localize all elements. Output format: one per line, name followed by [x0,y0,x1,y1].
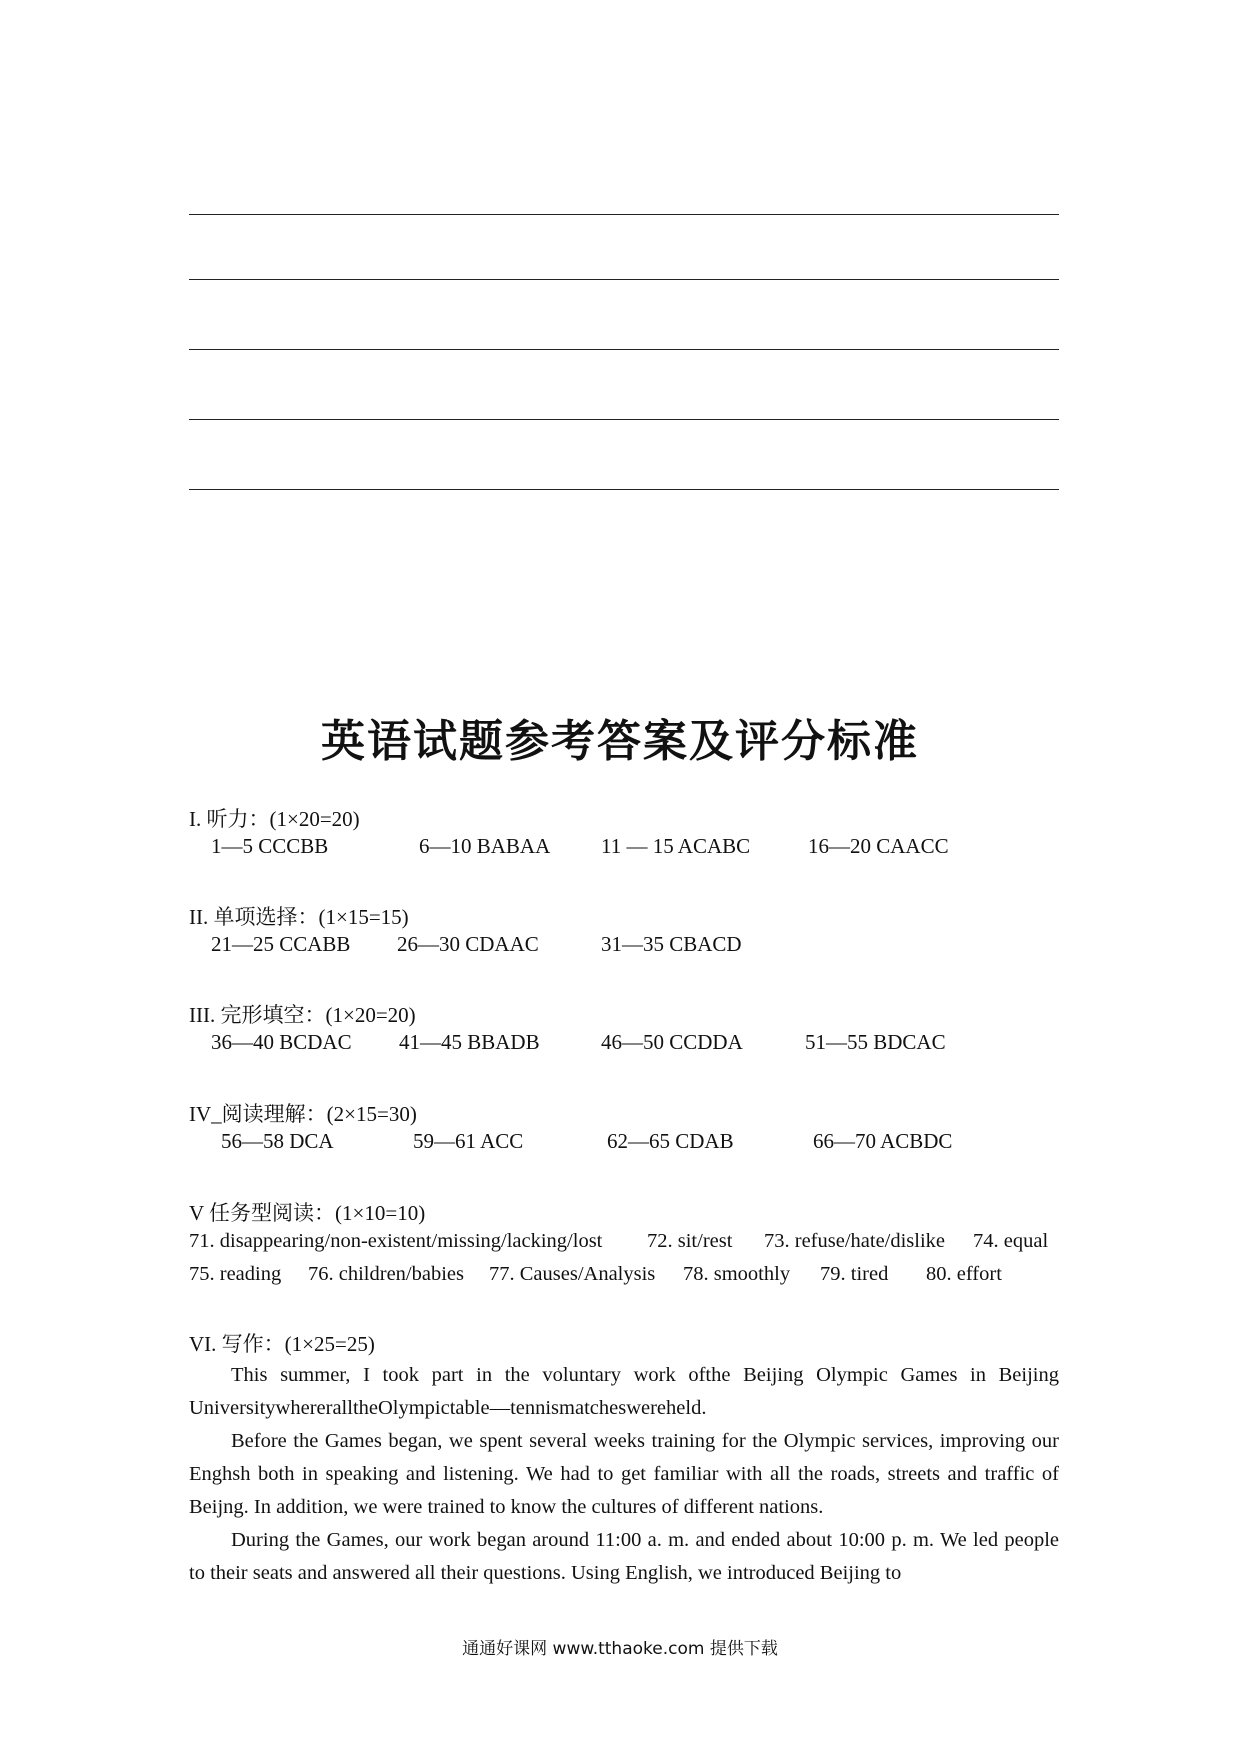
essay-paragraph: During the Games, our work began around 11:00 a. m. and ended about 10:00 p. m. We led people to their seats and answered all their questions. Using English, we introduced Beijing to [189,1529,1059,1584]
essay-paragraph: Before the Games began, we spent several weeks training for the Olympic services, improving our Enghsh both in speaking and listening. We had to get familiar with all the roads, streets and traffic of Beijng. In addition, we were trained to know the cultures of different nations. [189,1430,1059,1518]
answer-group: 36—40 BCDAC [211,1030,352,1054]
section-heading-reading: IV_阅读理解：(2×15=30) [189,1102,417,1126]
answer-group: 51—55 BDCAC [805,1030,946,1054]
task-answer: 74. equal [973,1230,1049,1252]
task-answer: 72. sit/rest [647,1230,733,1252]
section-heading-single-choice: II. 单项选择：(1×15=15) [189,905,409,929]
answer-group: 31—35 CBACD [601,932,742,956]
answer-group: 21—25 CCABB [211,932,351,956]
section-heading-cloze: III. 完形填空：(1×20=20) [189,1003,416,1027]
answer-group: 59—61 ACC [413,1129,524,1153]
answer-line-2 [189,279,1059,280]
answers-single-choice [189,932,1059,962]
task-answer: 77. Causes/Analysis [489,1263,656,1285]
answer-line-1 [189,214,1059,215]
answer-group: 66—70 ACBDC [813,1129,953,1153]
answers-listening [189,834,1059,864]
answer-group: 26—30 CDAAC [397,932,539,956]
answer-line-4 [189,419,1059,420]
task-answer: 71. disappearing/non-existent/missing/lacking/lost [189,1230,603,1252]
answers-reading [189,1129,1059,1159]
task-answers-line-2 [189,1263,1059,1293]
answer-line-3 [189,349,1059,350]
task-answer: 75. reading [189,1263,282,1285]
essay-paragraph: This summer, I took part in the voluntary work ofthe Beijing Olympic Games in Beijing UniversitywhereralltheOlympictable—tennismatcheswereheld. [189,1364,1059,1419]
task-answer: 79. tired [820,1263,889,1285]
task-answer: 80. effort [926,1263,1002,1285]
page-title: 英语试题参考答案及评分标准 [321,716,919,767]
section-heading-writing: VI. 写作：(1×25=25) [189,1332,375,1356]
section-heading-listening: I. 听力：(1×20=20) [189,807,360,831]
answer-group: 6—10 BABAA [419,834,551,858]
task-answer: 78. smoothly [683,1263,791,1285]
answer-group: 56—58 DCA [221,1129,334,1153]
task-answer: 73. refuse/hate/dislike [764,1230,946,1252]
answer-line-5 [189,489,1059,490]
answer-group: 16—20 CAACC [808,834,949,858]
task-answers-line-1 [189,1230,1059,1260]
answer-group: 62—65 CDAB [607,1129,734,1153]
task-answer: 76. children/babies [308,1263,464,1285]
answer-group: 1—5 CCCBB [211,834,329,858]
answer-group: 46—50 CCDDA [601,1030,743,1054]
page-footer: 通通好课网 www.tthaoke.com 提供下载 [462,1639,778,1659]
answer-group: 41—45 BBADB [399,1030,540,1054]
answers-cloze [189,1030,1059,1060]
sample-essay [189,1359,1059,1590]
answer-group: 11 — 15 ACABC [601,834,751,858]
section-heading-task-reading: V 任务型阅读：(1×10=10) [189,1201,426,1225]
